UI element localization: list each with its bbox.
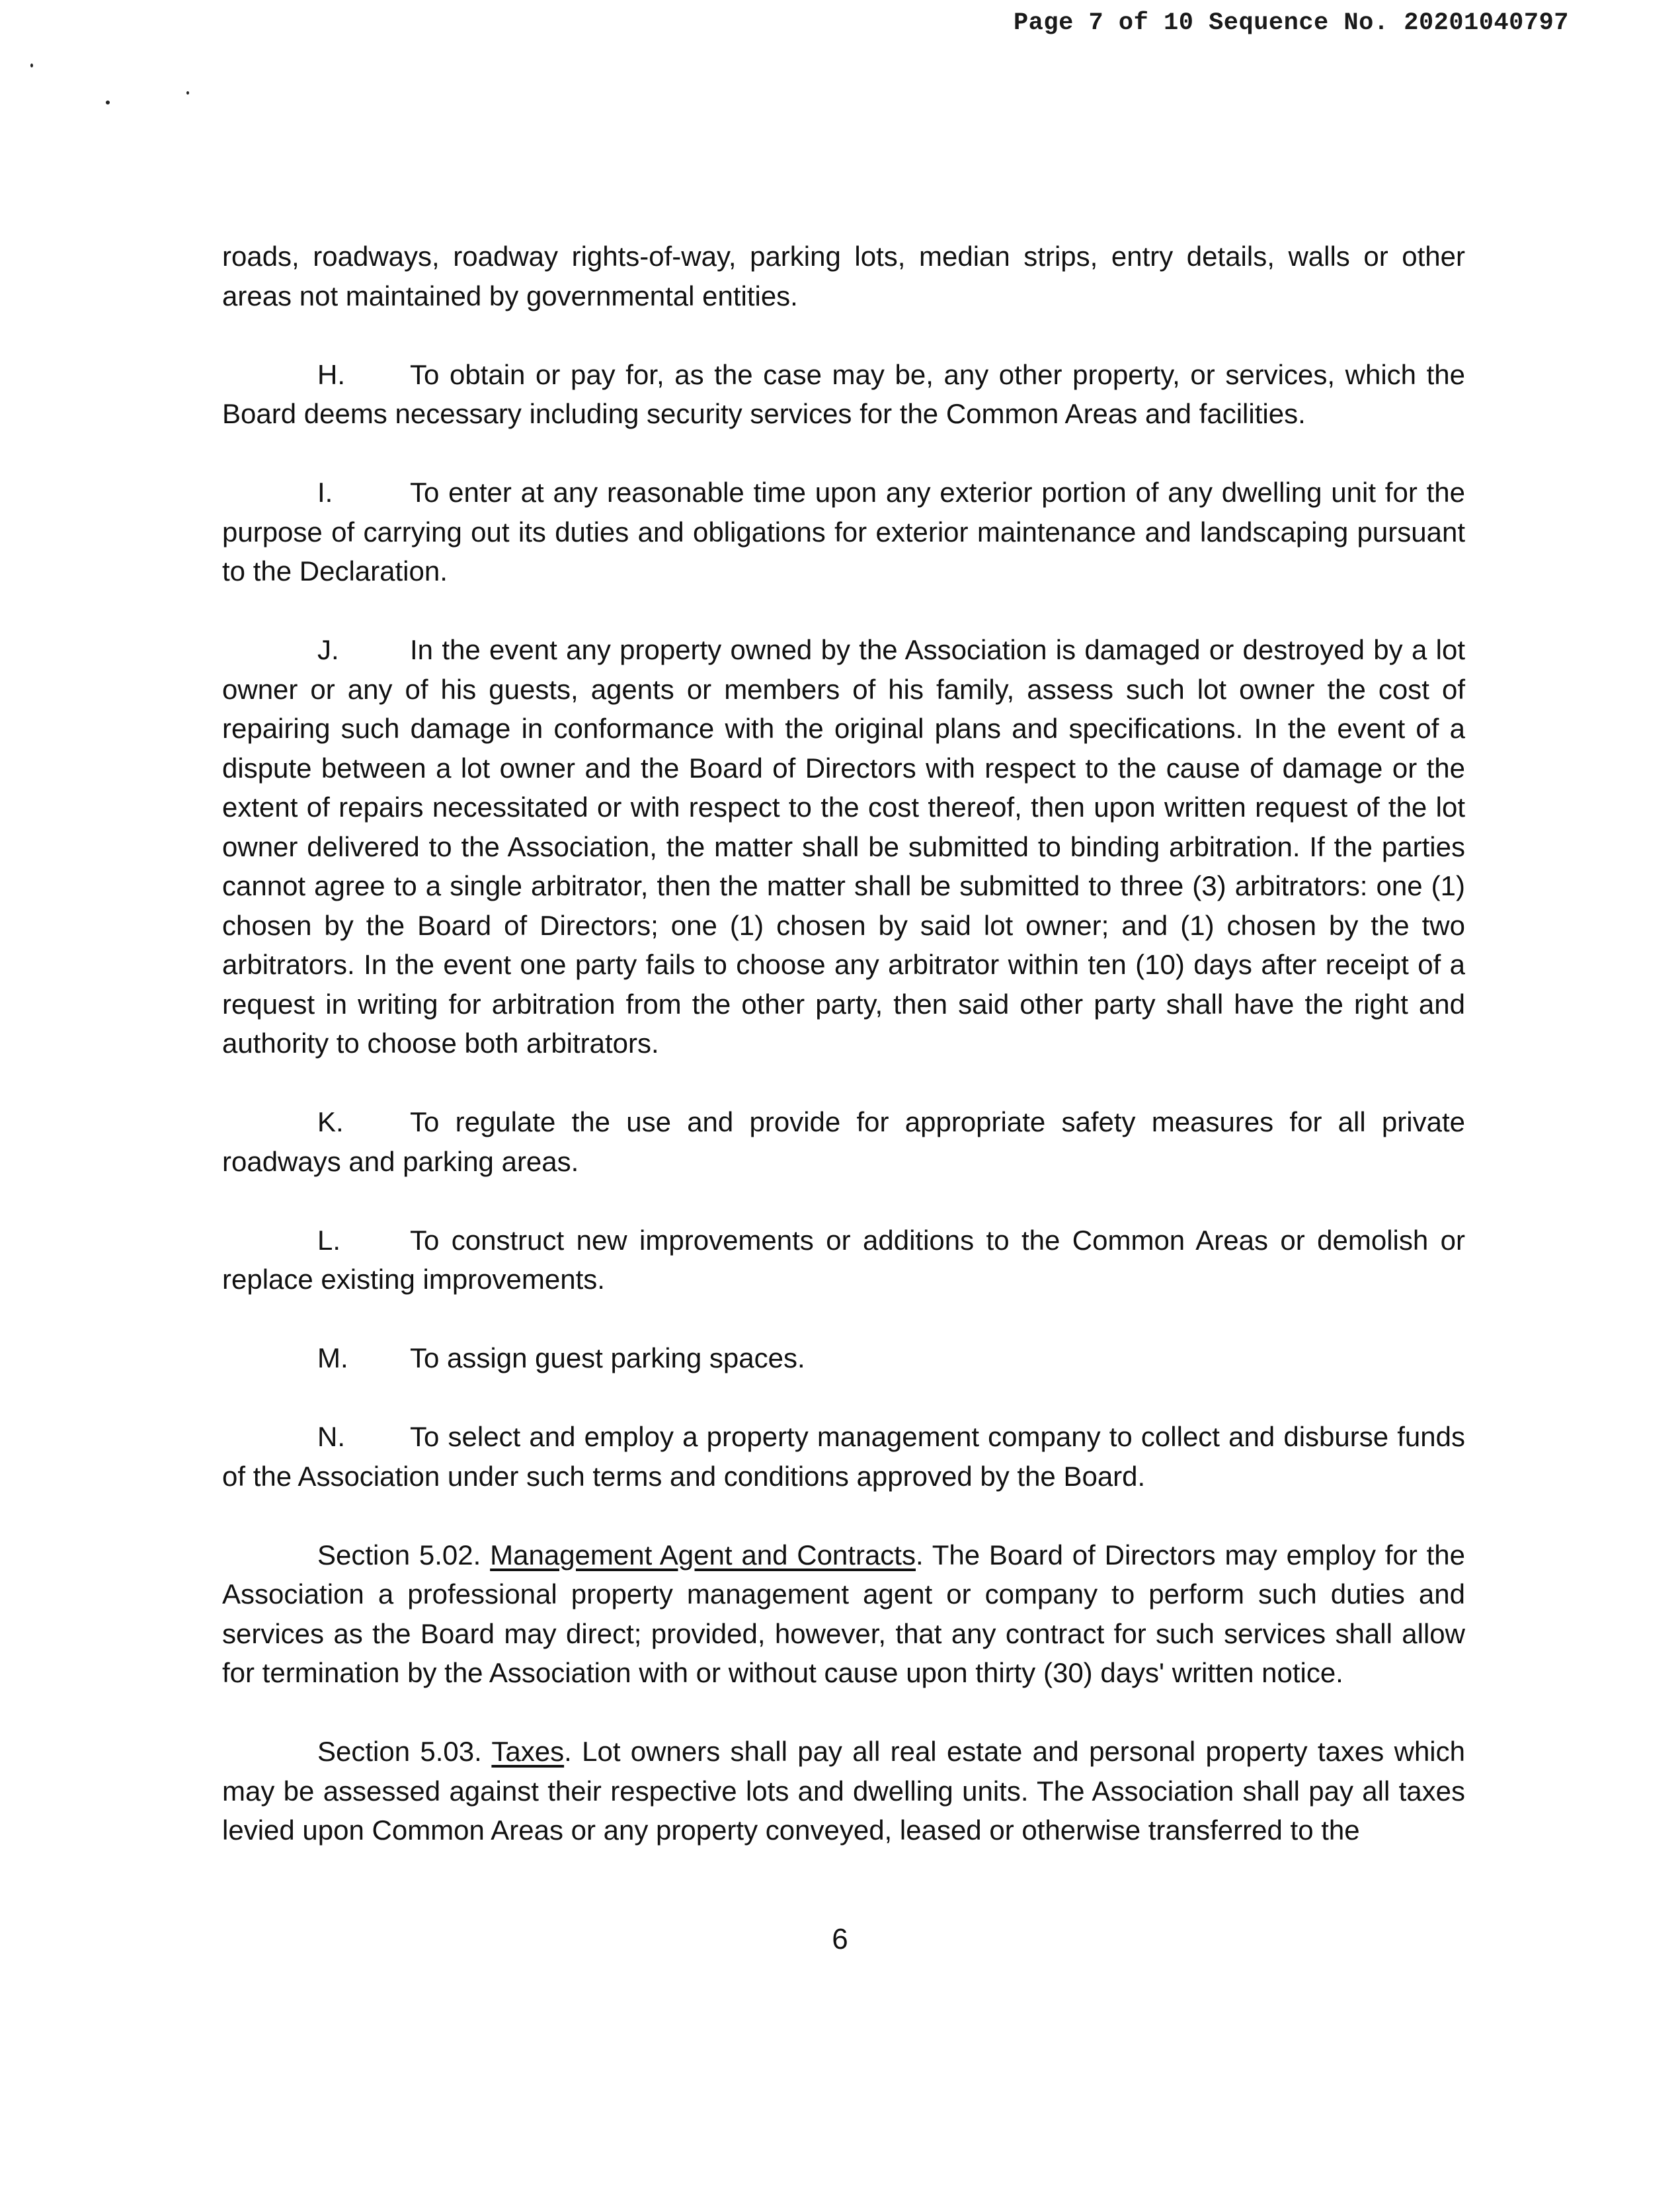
paragraph-i [222, 473, 1465, 591]
paragraph-text: To regulate the use and provide for appropriate safety measures for all private roadways and parking areas. [222, 1106, 1465, 1177]
page-header: Page 7 of 10 Sequence No. 20201040797 [1013, 9, 1569, 37]
section-label: Section 5.03. [317, 1736, 482, 1767]
page-number: 6 [832, 1923, 848, 1955]
paragraph-j [222, 630, 1465, 1063]
list-letter: M. [317, 1342, 348, 1373]
paragraph-m [222, 1338, 1465, 1378]
scan-speck [186, 91, 189, 95]
section-5-03 [222, 1732, 1465, 1850]
paragraph-text: To assign guest parking spaces. [410, 1342, 805, 1373]
paragraph-text: In the event any property owned by the Association is damaged or destroyed by a lot owner or any of his guests, agents or members of his family, assess such lot owner the cost of repairing such damage in conformance with the original plans and specifications. In the event of a dispute between a lot owner and the Board of Directors with respect to the cause of damage or the extent of repairs necessitated or with respect to the cost thereof, then upon written request of the lot owner delivered to the Association, the matter shall be submitted to binding arbitration. If the parties cannot agree to a single arbitrator, then the matter shall be submitted to three (3) arbitrators: one (1) chosen by the Board of Directors; one (1) chosen by said lot owner; and (1) chosen by the two arbitrators. In the event one party fails to choose any arbitrator within ten (10) days after receipt of a request in writing for arbitration from the other party, then said other party shall have the right and authority to choose both arbitrators. [222, 634, 1465, 1059]
section-label: Section 5.02. [317, 1539, 481, 1570]
scan-speck [30, 63, 33, 67]
list-letter: I. [317, 477, 333, 508]
scan-speck [106, 101, 110, 104]
paragraph-text: To obtain or pay for, as the case may be, any other property, or services, which the Board deems necessary including security services for the Common Areas and facilities. [222, 358, 1465, 429]
paragraph-h [222, 355, 1465, 434]
paragraph-l [222, 1221, 1465, 1299]
paragraph-text: To select and employ a property management company to collect and disburse funds of the Association under such terms and conditions approved by the Board. [222, 1421, 1465, 1492]
list-letter: N. [317, 1421, 345, 1452]
list-letter: K. [317, 1106, 344, 1137]
document-body [222, 237, 1465, 1889]
paragraph-text: roads, roadways, roadway rights-of-way, parking lots, median strips, entry details, walls or other areas not maintained by governmental entities. [222, 241, 1465, 311]
list-letter: J. [317, 634, 339, 665]
section-text: . Lot owners shall pay all real estate and personal property taxes which may be assessed against their respective lots and dwelling units. The Association shall pay all taxes levied upon Common Areas or any property conveyed, leased or otherwise transferred to the [222, 1736, 1465, 1846]
section-title: Taxes [491, 1736, 565, 1767]
paragraph-n [222, 1417, 1465, 1496]
section-title: Management Agent and Contracts [490, 1539, 916, 1570]
paragraph-k [222, 1102, 1465, 1181]
paragraph-text: To construct new improvements or additions to the Common Areas or demolish or replace existing improvements. [222, 1224, 1465, 1295]
paragraph-text: To enter at any reasonable time upon any exterior portion of any dwelling unit for the purpose of carrying out its duties and obligations for exterior maintenance and landscaping pursuant to the Declaration. [222, 477, 1465, 587]
list-letter: L. [317, 1224, 341, 1256]
section-5-02 [222, 1535, 1465, 1693]
list-letter: H. [317, 358, 345, 390]
section-text: . The Board of Directors may employ for the Association a professional property management agent or company to perform such duties and services as the Board may direct; provided, however, that any contract for such services shall allow for termination by the Association with or without cause upon thirty (30) days' written notice. [222, 1539, 1466, 1688]
paragraph-g-continued [222, 237, 1465, 315]
